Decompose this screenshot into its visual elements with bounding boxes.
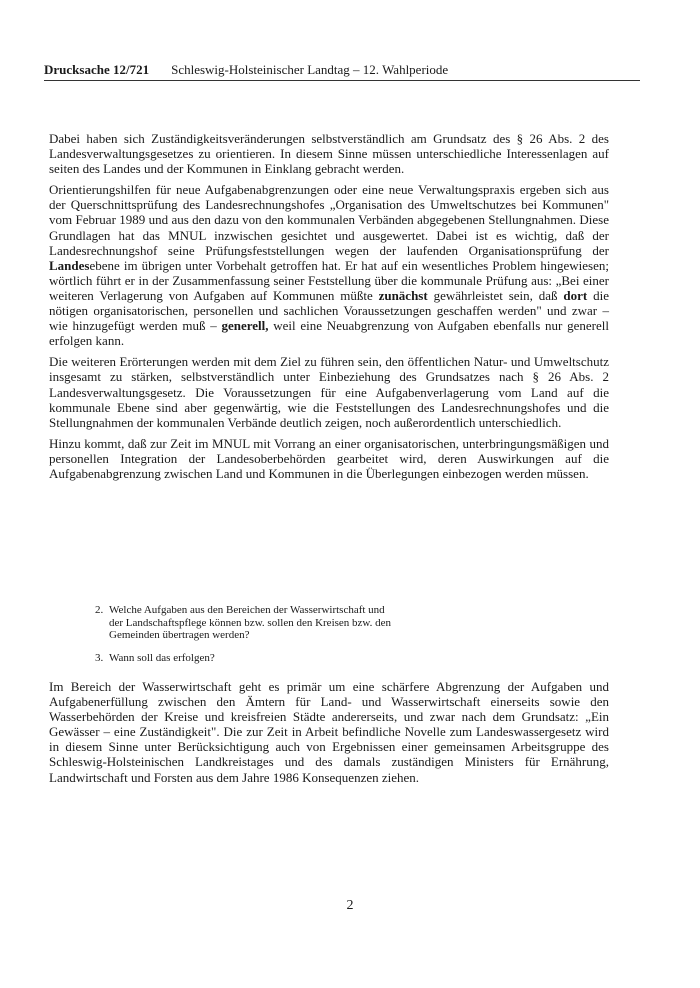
page-header [44,62,644,78]
paragraph-2-part-e: die nötigen organisatorischen, personellen und sachlichen Voraussetzungen geschaffen werden" und zwar – wie hinzugefügt werden muß – [49,287,609,334]
paragraph-1: Dabei haben sich Zuständigkeitsveränderungen selbstverständlich am Grundsatz des § 26 Abs. 2 des Landesverwaltungsgesetzes zu orientieren. In diesem Sinne müssen unterschiedliche Interessenlagen auf seiten des Landes und der Kommunen in Einklang gebracht werden. [49,131,609,177]
header-rule [44,80,640,81]
paragraph-2-bold-landes: Landes [49,257,90,273]
page-number: 2 [346,898,354,913]
paragraph-3: Die weiteren Erörterungen werden mit dem Ziel zu führen sein, den öffentlichen Natur- und Umweltschutz insgesamt zu stärken, selbstverständlich unter Einbeziehung des Grundsatzes nach § 26 Abs. 2 Landesverwaltungsgesetz. Die Voraussetzungen für eine Aufgabenverlagerung vom Land auf die kommunale Ebene sind aber gegenwärtig, wie die Feststellungen des Landesrechnungshofes und die Stellungnahmen der kommunalen Verbände deutlich zeigen, noch außerordentlich unterschiedlich. [49,354,609,430]
question-3-number: 3. [95,652,104,664]
question-3 [95,652,609,665]
paragraph-5: Im Bereich der Wasserwirtschaft geht es primär um eine schärfere Abgrenzung der Aufgaben und Aufgabenerfüllung zwischen den Ämtern für Land- und Wasserwirtschaft einerseits sowie den Wasserbehörden der Kreise und kreisfreien Städte andererseits, und zwar nach dem Grundsatz: „Ein Gewässer – eine Zuständigkeit". Die zur Zeit in Arbeit befindliche Novelle zum Landeswassergesetz wird in diesem Sinne unter Berücksichtigung auch von Ergebnissen einer gemeinsamen Arbeitsgruppe des Schleswig-Holsteinischen Landkreistages und des damals zuständigen Ministers für Ernährung, Landwirtschaft und Forsten aus dem Jahre 1986 Konsequenzen ziehen. [49,679,609,785]
paragraph-2 [49,182,609,348]
question-2-line-3: Gemeinden übertragen werden? [109,629,250,642]
question-2 [95,604,609,642]
question-2-line-2: der Landschaftspflege können bzw. sollen den Kreisen bzw. den [109,616,392,629]
paragraph-2-part-c: ebene im übrigen unter Vorbehalt getroffen hat. Er hat auf ein wesentliches Problem hingewiesen; wörtlich führt er in der Zusammenfassung seiner Feststellung über die kommunale Prüfung aus: „Bei einer weiteren Verlagerung von Aufgaben auf Kommunen müßte [49,257,609,303]
question-2-line-1: Welche Aufgaben aus den Bereichen der Wasserwirtschaft und [109,604,385,616]
document-number: Drucksache 12/721 [44,62,150,77]
paragraph-2-bold-dort: dort [563,287,588,303]
body-text-upper [49,131,609,487]
question-3-text: Wann soll das erfolgen? [109,652,215,664]
paragraph-2-bold-zunaechst: zunächst [378,287,428,303]
paragraph-4: Hinzu kommt, daß zur Zeit im MNUL mit Vorrang an einer organisatorischen, unterbringungsmäßigen und personellen Integration der Landesoberbehörden gearbeitet wird, deren Auswirkungen auf die Aufgabenabgrenzung zwischen Land und Kommunen in die Überlegungen einbezogen werden müssen. [49,435,609,481]
paragraph-2-part-f: weil eine Neuabgrenzung von Aufgaben ebenfalls nur generell erfolgen kann. [49,318,609,349]
question-2-number: 2. [95,604,104,616]
document-title: Schleswig-Holsteinischer Landtag – 12. Wahlperiode [171,62,449,77]
paragraph-2-bold-generell: generell, [221,318,269,334]
paragraph-2-part-a: Orientierungshilfen für neue Aufgabenabgrenzungen oder eine neue Verwaltungspraxis ergeben sich aus der Querschnittsprüfung des Landesrechnungshofes „Organisation des Umweltschutzes bei Kommunen" vom Februar 1989 und aus den dazu von den kommunalen Verbänden abgegebenen Stellungnahmen. Diese Grundlagen hat das MNUL inzwischen gesichtet und ausgewertet. Dabei ist es wichtig, daß der Landesrechnungshof seine Prüfungsfeststellungen wegen der laufenden Organisationsprüfung der [49,182,609,258]
paragraph-2-part-d: gewährleistet sein, daß [427,287,564,303]
